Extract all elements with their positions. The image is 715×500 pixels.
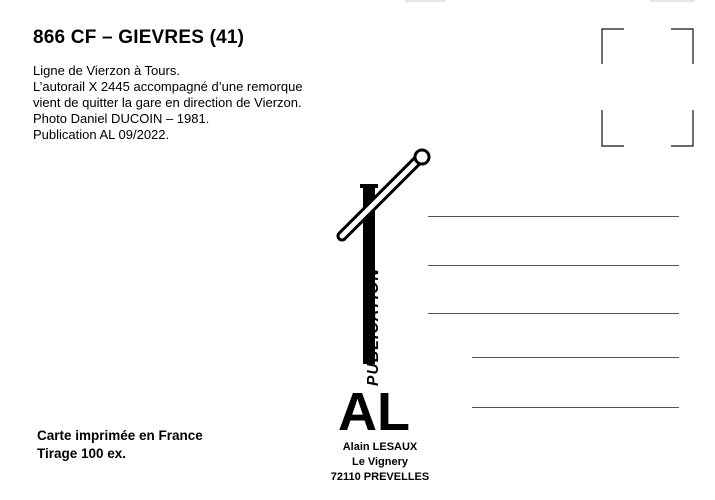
address-line	[472, 357, 679, 358]
publisher-address	[325, 440, 435, 485]
publisher-street: Le Vignery	[351, 456, 409, 468]
card-title: 866 CF – GIEVRES (41)	[33, 27, 245, 48]
address-line	[428, 265, 679, 266]
caption-line: vient de quitter la gare en direction de Vierzon.	[33, 95, 302, 110]
address-line	[472, 407, 679, 408]
caption-line: Ligne de Vierzon à Tours.	[33, 63, 180, 78]
stamp-corner-top-left	[602, 29, 624, 64]
publisher-city: 72110 PREVELLES	[330, 471, 430, 483]
stamp-box-corners	[598, 26, 696, 148]
stamp-corner-top-right	[671, 29, 693, 64]
caption-line: Photo Daniel DUCOIN – 1981.	[33, 111, 210, 126]
caption	[33, 63, 303, 143]
stamp-corner-bottom-right	[671, 110, 693, 146]
print-run: Tirage 100 ex.	[37, 446, 127, 461]
printed-in-france: Carte imprimée en France	[37, 428, 203, 443]
caption-line: Publication AL 09/2022.	[33, 127, 170, 142]
address-line	[428, 313, 679, 314]
print-info	[37, 427, 203, 463]
top-edge-mark	[405, 0, 445, 2]
caption-line: L’autorail X 2445 accompagné d’une remorque	[33, 79, 303, 94]
logo-vertical-word: PUBLICATION	[365, 268, 382, 386]
logo-bar-cap	[360, 184, 378, 188]
stamp-corner-bottom-left	[602, 110, 624, 146]
logo-initials: AL	[338, 382, 410, 434]
publication-al-logo	[330, 148, 440, 434]
publisher-name: Alain LESAUX	[342, 441, 418, 453]
address-line	[428, 216, 679, 217]
key-icon	[342, 150, 429, 236]
top-edge-mark	[650, 0, 695, 2]
